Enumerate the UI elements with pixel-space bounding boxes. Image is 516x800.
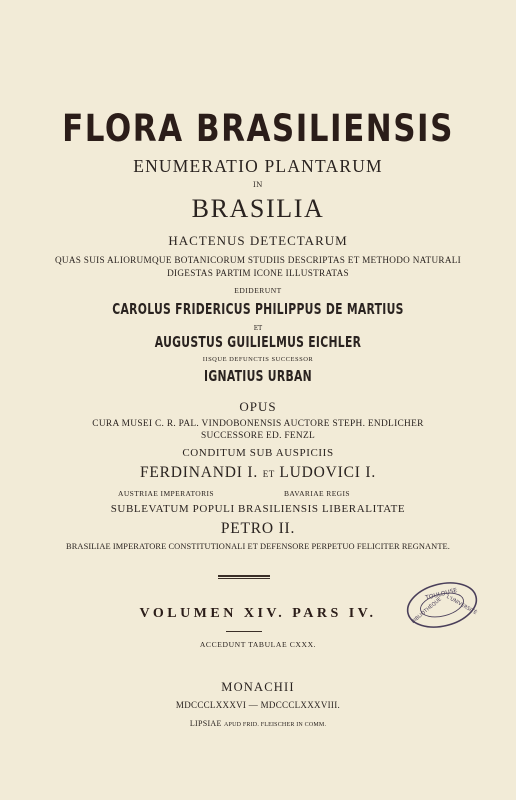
short-rule <box>226 631 262 632</box>
sublevatum-line: SUBLEVATUM POPULI BRASILIENSIS LIBERALITATE <box>110 503 406 515</box>
stamp-text-left: BIBLIOTHÈQUE <box>410 596 443 626</box>
cura-line-2: SUCCESSORE ED. FENZL <box>200 431 316 441</box>
bavariae-caption: BAVARIAE REGIS <box>284 489 350 498</box>
imprint-years: MDCCCLXXXVI — MDCCCLXXXVIII. <box>175 700 341 710</box>
petro-line: PETRO II. <box>220 520 296 537</box>
volume-part: VOLUMEN XIV. PARS IV. <box>139 606 377 621</box>
hactenus-line: HACTENUS DETECTARUM <box>168 233 348 248</box>
place-name: BRASILIA <box>191 194 325 223</box>
author-urban: IGNATIUS URBAN <box>204 367 312 385</box>
subtitle: ENUMERATIO PLANTARUM <box>133 156 383 176</box>
divider-rule <box>218 575 270 577</box>
patrons-line <box>0 464 516 482</box>
brasiliae-line: BRASILIAE IMPERATORE CONSTITUTIONALI ET DEFENSORE PERPETUO FELICITER REGNANTE. <box>66 542 450 551</box>
publisher-detail: APUD FRID. FLEISCHER IN COMM. <box>224 722 327 728</box>
plates-note: ACCEDUNT TABULAE CXXX. <box>199 640 317 649</box>
library-stamp-icon <box>404 580 480 630</box>
lipsiae-word: LIPSIAE <box>189 719 222 728</box>
opus-label: OPUS <box>239 399 277 414</box>
conditum-line: CONDITUM SUB AUSPICIIS <box>182 447 334 459</box>
description-line-1: QUAS SUIS ALIORUMQUE BOTANICORUM STUDIIS DESCRIPTAS ET METHODO NATURALI <box>54 255 462 265</box>
author-eichler: AUGUSTUS GUILIELMUS EICHLER <box>154 333 362 351</box>
et-connector: ET <box>253 325 263 332</box>
cura-line-1: CURA MUSEI C. R. PAL. VINDOBONENSIS AUCTORE STEPH. ENDLICHER <box>92 419 424 429</box>
stamp-text-right: L'UNIVERSITÉ <box>445 594 478 617</box>
austriae-caption: AUSTRIAE IMPERATORIS <box>118 489 214 498</box>
stamp-text-top: TOULOUSE <box>424 586 459 602</box>
author-martius: CAROLUS FRIDERICUS PHILIPPUS DE MARTIUS <box>112 300 404 318</box>
divider-rule-thin <box>218 578 270 579</box>
book-title: FLORA BRASILIENSIS <box>62 107 454 151</box>
description-line-2: DIGESTAS PARTIM ICONE ILLUSTRATAS <box>167 268 349 278</box>
patron-ludovici: LUDOVICI I. <box>279 464 377 481</box>
imprint-city: MONACHII <box>221 680 295 694</box>
in-word: IN <box>253 181 263 189</box>
patrons-et: ET <box>262 469 275 479</box>
patron-ferdinandi: FERDINANDI I. <box>139 464 259 481</box>
successor-note: IISQUE DEFUNCTIS SUCCESSOR <box>202 356 314 363</box>
ediderunt-label: EDIDERUNT <box>234 286 282 295</box>
imprint-publisher <box>0 719 516 728</box>
